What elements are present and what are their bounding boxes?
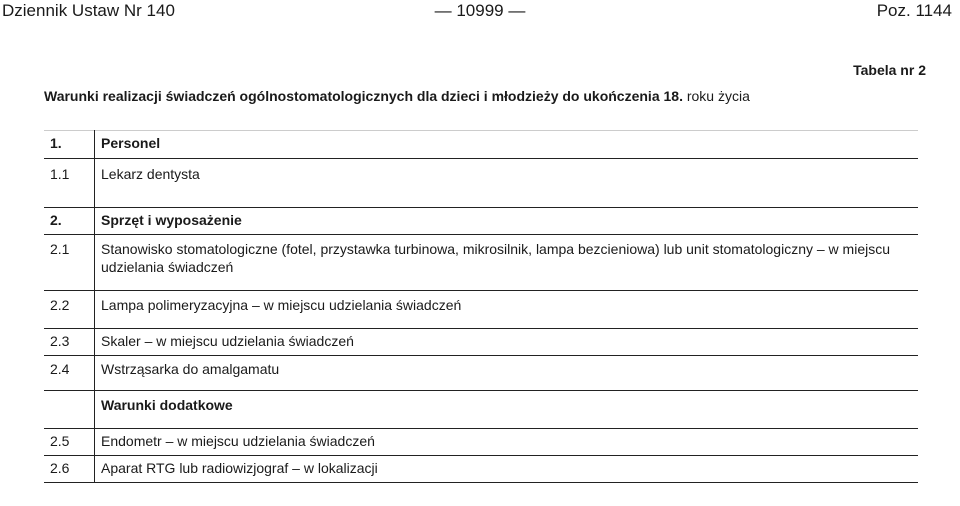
document-title-normal: roku życia <box>682 88 750 104</box>
row-number: 2.6 <box>44 456 95 483</box>
table-label: Tabela nr 2 <box>853 62 926 78</box>
row-text: Wstrząsarka do amalgamatu <box>95 356 919 391</box>
conditions-table <box>44 130 918 483</box>
table-row <box>44 329 918 356</box>
position-number: Poz. 1144 <box>876 1 952 20</box>
row-number: 2.3 <box>44 329 95 356</box>
row-number: 1.1 <box>44 159 95 208</box>
row-text: Aparat RTG lub radiowizjograf – w lokalizacji <box>95 456 919 483</box>
table-row <box>44 208 918 235</box>
row-text: Lekarz dentysta <box>95 159 919 208</box>
row-text: Personel <box>95 131 919 159</box>
table-row <box>44 291 918 329</box>
row-number: 2.2 <box>44 291 95 329</box>
table-row <box>44 159 918 208</box>
row-number <box>44 391 95 429</box>
row-text: Skaler – w miejscu udzielania świadczeń <box>95 329 919 356</box>
table-row <box>44 235 918 291</box>
document-title-bold: Warunki realizacji świadczeń ogólnostomatologicznych dla dzieci i młodzieży do ukończenia 18. <box>44 88 683 104</box>
row-number: 2.5 <box>44 429 95 456</box>
row-text: Stanowisko stomatologiczne (fotel, przystawka turbinowa, mikrosilnik, lampa bezcieniowa) lub unit stomatologiczny – w miejscu udzielania świadczeń <box>95 235 919 291</box>
journal-name: Dziennik Ustaw Nr 140 <box>2 1 175 20</box>
row-text: Warunki dodatkowe <box>95 391 919 429</box>
table-row <box>44 429 918 456</box>
table-row <box>44 391 918 429</box>
row-text: Endometr – w miejscu udzielania świadczeń <box>95 429 919 456</box>
row-number: 2. <box>44 208 95 235</box>
document-title <box>44 88 750 104</box>
row-text: Lampa polimeryzacyjna – w miejscu udzielania świadczeń <box>95 291 919 329</box>
table-row <box>44 356 918 391</box>
page-number: — 10999 — <box>434 1 526 20</box>
row-number: 2.1 <box>44 235 95 291</box>
running-header <box>0 0 960 22</box>
row-number: 1. <box>44 131 95 159</box>
row-number: 2.4 <box>44 356 95 391</box>
table-row <box>44 131 918 159</box>
row-text: Sprzęt i wyposażenie <box>95 208 919 235</box>
table-row <box>44 456 918 483</box>
